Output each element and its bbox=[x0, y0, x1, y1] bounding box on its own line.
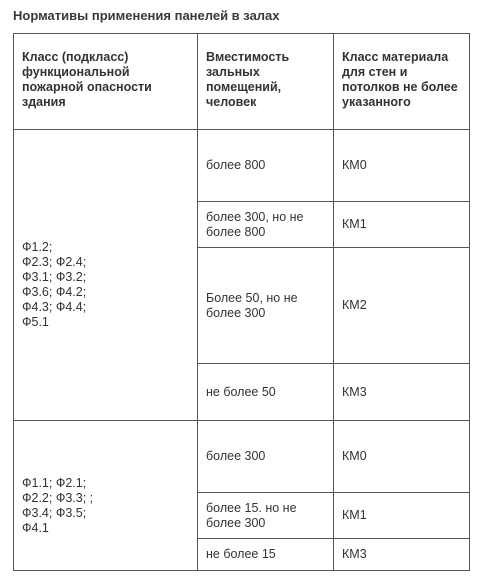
material-cell: КМ2 bbox=[334, 248, 470, 364]
capacity-cell: более 300 bbox=[198, 421, 334, 493]
capacity-cell: более 15. но не более 300 bbox=[198, 493, 334, 539]
page-title: Нормативы применения панелей в залах bbox=[13, 8, 280, 23]
capacity-cell: более 800 bbox=[198, 130, 334, 202]
material-cell: КМ1 bbox=[334, 493, 470, 539]
material-cell: КМ1 bbox=[334, 202, 470, 248]
material-cell: КМ0 bbox=[334, 421, 470, 493]
table-header-row bbox=[14, 34, 470, 130]
group-2-class: Ф1.1; Ф2.1; Ф2.2; Ф3.3; ; Ф3.4; Ф3.5; Ф4.1 bbox=[14, 421, 198, 571]
header-class: Класс (подкласс) функциональной пожарной опасности здания bbox=[14, 34, 198, 130]
capacity-cell: Более 50, но не более 300 bbox=[198, 248, 334, 364]
table-row bbox=[14, 421, 470, 493]
capacity-cell: более 300, но не более 800 bbox=[198, 202, 334, 248]
fire-class-table bbox=[13, 33, 470, 571]
material-cell: КМ3 bbox=[334, 364, 470, 421]
group-1-class: Ф1.2; Ф2.3; Ф2.4; Ф3.1; Ф3.2; Ф3.6; Ф4.2; Ф4.3; Ф4.4; Ф5.1 bbox=[14, 130, 198, 421]
capacity-cell: не более 50 bbox=[198, 364, 334, 421]
table-row bbox=[14, 130, 470, 202]
header-capacity: Вместимость зальных помещений, человек bbox=[198, 34, 334, 130]
material-cell: КМ3 bbox=[334, 539, 470, 571]
header-material: Класс материала для стен и потолков не более указанного bbox=[334, 34, 470, 130]
material-cell: КМ0 bbox=[334, 130, 470, 202]
capacity-cell: не более 15 bbox=[198, 539, 334, 571]
